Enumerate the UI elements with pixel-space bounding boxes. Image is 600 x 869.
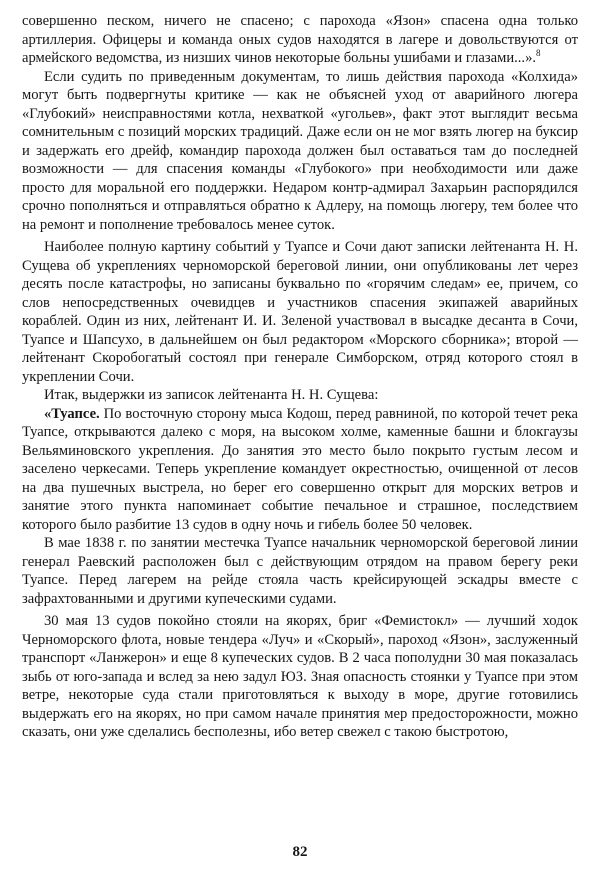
page-body — [22, 12, 578, 742]
paragraph-1-text: совершенно песком, ничего не спасено; с парохода «Язон» спасена одна только артиллерия. Офицеры и команда оных судов находятся в лагере и довольствуются от армейского ведомства, из низших чинов некоторые больны ушибами и глазами...». — [22, 13, 578, 66]
paragraph-4: Итак, выдержки из записок лейтенанта Н. Н. Сущева: — [44, 387, 379, 403]
paragraph-7: 30 мая 13 судов покойно стояли на якорях, бриг «Фемистокл» — лучший ходок Черноморского флота, новые тендера «Луч» и «Скорый», пароход «Язон», заслуженный транспорт «Ланжерон» и еще 8 купеческих судов. В 2 часа пополудни 30 мая показалась зыбь от юго-запада и вслед за нею задул ЮЗ. Зная опасность стоянки у Туапсе при этом ветре, некоторые суда стали приготовляться к выходу в море, другие готовились выдержать его на якорях, но при самом начале принятия мер предосторожности, можно сказать, они уже сделались бесполезны, ибо ветер свежел с такою быстротою, — [22, 613, 578, 740]
paragraph-2: Если судить по приведенным документам, то лишь действия парохода «Колхида» могут быть подвергнуты критике — как не объясней уход от аварийного люгера «Глубокий» неисправностями котла, нехваткой «угольев», факт этот выглядит весьма сомнительным с позиций морских традиций. Даже если он не мог взять люгер на буксир и задержать его дрейф, командир парохода должен был оставаться там до последней возможности — для спасения команды «Глубокого» при необходимости или даже просто для моральной его поддержки. Недаром контр-адмирал Захарьин распорядился срочно пополняться и отправляться обратно к Адлеру, на помощь люгеру, тем более что на ремонт и пополнение требовалось менее суток. — [22, 68, 578, 233]
paragraph-1 — [22, 12, 578, 68]
page-number: 82 — [292, 844, 308, 860]
footnote-marker: 8 — [536, 48, 541, 59]
paragraph-5-text: По восточную сторону мыса Кодош, перед равниной, по которой течет река Туапсе, открываются далеко с моря, на высоком холме, каменные башни и блокгаузы Вельяминовского укрепления. До занятия это место было покрыто густым лесом и заселено черкесами. Теперь укрепление командует окрестностью, очищенной от лесов на два пушечных выстрела, но берег его совершенно открыт для морских ветров и занятие этого пункта напоминает событие печальное и страшное, последствием которого было разбитие 13 судов в одну ночь и гибель более 50 человек. — [22, 405, 578, 533]
paragraph-5 — [22, 405, 578, 535]
paragraph-6: В мае 1838 г. по занятии местечка Туапсе начальник черноморской береговой линии генерал Раевский расположен был с действующим отрядом на правом берегу реки Туапсе. Перед лагерем на рейде стояла часть крейсирующей эскадры вместе с зафрахтованными и другими купеческими судами. — [22, 535, 578, 607]
paragraph-5-lead: «Туапсе. — [44, 405, 100, 422]
paragraph-3: Наиболее полную картину событий у Туапсе и Сочи дают записки лейтенанта Н. Н. Сущева об укреплениях черноморской береговой линии, они опубликованы лет через десять после катастрофы, но записаны буквально по «горячим следам» ее, причем, со слов непосредственных очевидцев и участников спасения экипажей аварийных кораблей. Один из них, лейтенант И. И. Зеленой участвовал в высадке десанта в Сочи, Туапсе и Шапсухо, в дальнейшем он был редактором «Морского сборника»; второй — лейтенант Скоробогатый состоял при генерале Симборском, отряд которого стоял в укреплении Сочи. — [22, 239, 578, 385]
